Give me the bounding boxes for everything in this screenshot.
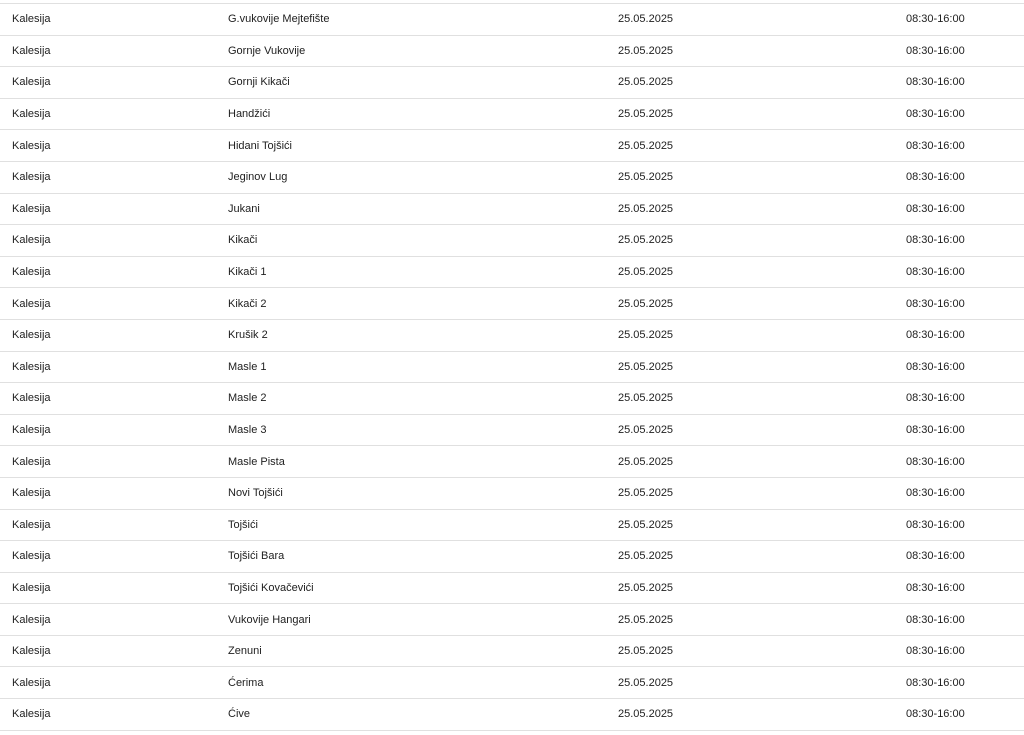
table-row [0, 130, 1024, 162]
municipality-cell: Kalesija [12, 676, 51, 689]
date-cell: 25.05.2025 [618, 76, 674, 89]
table-row [0, 446, 1024, 478]
date-cell: 25.05.2025 [618, 708, 674, 721]
date-cell: 25.05.2025 [618, 550, 674, 563]
location-cell: Tojšići [228, 518, 258, 531]
municipality-cell: Kalesija [12, 392, 51, 405]
municipality-cell: Kalesija [12, 44, 51, 57]
time-cell: 08:30-16:00 [906, 108, 965, 121]
table-row [0, 510, 1024, 542]
table-row [0, 573, 1024, 605]
date-cell: 25.05.2025 [618, 645, 674, 658]
table-row [0, 636, 1024, 668]
table-row [0, 478, 1024, 510]
date-cell: 25.05.2025 [618, 329, 674, 342]
municipality-cell: Kalesija [12, 266, 51, 279]
location-cell: Handžići [228, 108, 271, 121]
time-cell: 08:30-16:00 [906, 424, 965, 437]
location-cell: Gornje Vukovije [228, 44, 306, 57]
municipality-cell: Kalesija [12, 202, 51, 215]
municipality-cell: Kalesija [12, 234, 51, 247]
location-cell: Hidani Tojšići [228, 139, 292, 152]
table-row [0, 4, 1024, 36]
time-cell: 08:30-16:00 [906, 297, 965, 310]
municipality-cell: Kalesija [12, 297, 51, 310]
municipality-cell: Kalesija [12, 455, 51, 468]
time-cell: 08:30-16:00 [906, 13, 965, 26]
location-cell: Tojšići Bara [228, 550, 285, 563]
time-cell: 08:30-16:00 [906, 518, 965, 531]
time-cell: 08:30-16:00 [906, 392, 965, 405]
table-row [0, 699, 1024, 731]
table-row [0, 257, 1024, 289]
time-cell: 08:30-16:00 [906, 44, 965, 57]
table-row [0, 352, 1024, 384]
municipality-cell: Kalesija [12, 360, 51, 373]
time-cell: 08:30-16:00 [906, 329, 965, 342]
municipality-cell: Kalesija [12, 76, 51, 89]
location-cell: Novi Tojšići [228, 487, 283, 500]
table-row [0, 541, 1024, 573]
municipality-cell: Kalesija [12, 518, 51, 531]
date-cell: 25.05.2025 [618, 518, 674, 531]
table-row [0, 415, 1024, 447]
time-cell: 08:30-16:00 [906, 550, 965, 563]
table-row [0, 194, 1024, 226]
location-cell: Masle 1 [228, 360, 267, 373]
location-cell: Tojšići Kovačevići [228, 581, 314, 594]
time-cell: 08:30-16:00 [906, 234, 965, 247]
table-row [0, 99, 1024, 131]
date-cell: 25.05.2025 [618, 487, 674, 500]
table-row [0, 162, 1024, 194]
date-cell: 25.05.2025 [618, 139, 674, 152]
date-cell: 25.05.2025 [618, 424, 674, 437]
table-row [0, 288, 1024, 320]
time-cell: 08:30-16:00 [906, 613, 965, 626]
time-cell: 08:30-16:00 [906, 76, 965, 89]
municipality-cell: Kalesija [12, 487, 51, 500]
date-cell: 25.05.2025 [618, 13, 674, 26]
location-cell: Vukovije Hangari [228, 613, 311, 626]
municipality-cell: Kalesija [12, 581, 51, 594]
municipality-cell: Kalesija [12, 13, 51, 26]
municipality-cell: Kalesija [12, 550, 51, 563]
table-row [0, 36, 1024, 68]
municipality-cell: Kalesija [12, 329, 51, 342]
municipality-cell: Kalesija [12, 108, 51, 121]
time-cell: 08:30-16:00 [906, 202, 965, 215]
municipality-cell: Kalesija [12, 139, 51, 152]
date-cell: 25.05.2025 [618, 44, 674, 57]
time-cell: 08:30-16:00 [906, 360, 965, 373]
time-cell: 08:30-16:00 [906, 139, 965, 152]
location-cell: Masle Pista [228, 455, 285, 468]
time-cell: 08:30-16:00 [906, 676, 965, 689]
date-cell: 25.05.2025 [618, 171, 674, 184]
location-cell: Kikači [228, 234, 258, 247]
location-cell: Ćive [228, 708, 251, 721]
location-cell: Masle 2 [228, 392, 267, 405]
location-cell: Kikači 2 [228, 297, 267, 310]
municipality-cell: Kalesija [12, 424, 51, 437]
table-row [0, 383, 1024, 415]
time-cell: 08:30-16:00 [906, 581, 965, 594]
location-cell: Krušik 2 [228, 329, 268, 342]
date-cell: 25.05.2025 [618, 266, 674, 279]
municipality-cell: Kalesija [12, 613, 51, 626]
table-row [0, 320, 1024, 352]
table-row [0, 67, 1024, 99]
time-cell: 08:30-16:00 [906, 708, 965, 721]
location-cell: Masle 3 [228, 424, 267, 437]
location-cell: G.vukovije Mejtefište [228, 13, 330, 26]
time-cell: 08:30-16:00 [906, 171, 965, 184]
table-row [0, 667, 1024, 699]
location-cell: Kikači 1 [228, 266, 267, 279]
time-cell: 08:30-16:00 [906, 487, 965, 500]
table-body [0, 4, 1024, 731]
date-cell: 25.05.2025 [618, 360, 674, 373]
time-cell: 08:30-16:00 [906, 266, 965, 279]
date-cell: 25.05.2025 [618, 613, 674, 626]
municipality-cell: Kalesija [12, 708, 51, 721]
time-cell: 08:30-16:00 [906, 645, 965, 658]
table-row [0, 225, 1024, 257]
location-cell: Jukani [228, 202, 260, 215]
date-cell: 25.05.2025 [618, 392, 674, 405]
date-cell: 25.05.2025 [618, 676, 674, 689]
municipality-cell: Kalesija [12, 171, 51, 184]
location-cell: Jeginov Lug [228, 171, 288, 184]
date-cell: 25.05.2025 [618, 202, 674, 215]
location-cell: Zenuni [228, 645, 262, 658]
location-cell: Gornji Kikači [228, 76, 290, 89]
municipality-cell: Kalesija [12, 645, 51, 658]
location-cell: Ćerima [228, 676, 264, 689]
date-cell: 25.05.2025 [618, 108, 674, 121]
date-cell: 25.05.2025 [618, 455, 674, 468]
date-cell: 25.05.2025 [618, 297, 674, 310]
date-cell: 25.05.2025 [618, 581, 674, 594]
time-cell: 08:30-16:00 [906, 455, 965, 468]
table-row [0, 604, 1024, 636]
date-cell: 25.05.2025 [618, 234, 674, 247]
